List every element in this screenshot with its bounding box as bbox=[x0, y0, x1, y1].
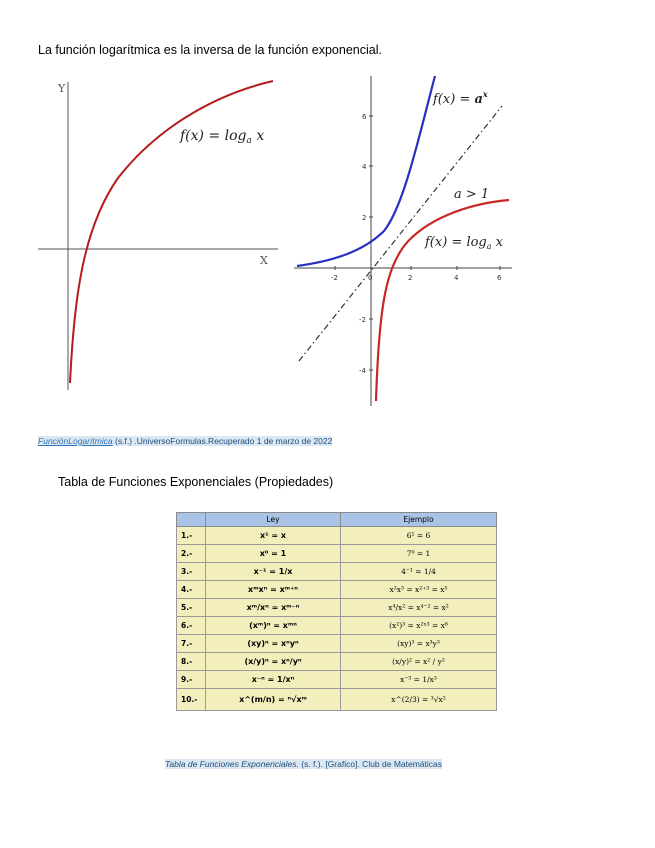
log-curve-label: $f(x) = \log_a x$ bbox=[425, 235, 503, 251]
citation-link[interactable]: FunciónLogarítmica bbox=[38, 436, 113, 446]
citation-text: (s. f.). [Grafico]. Club de Matemáticas bbox=[298, 759, 443, 769]
row-number: 4.- bbox=[177, 581, 206, 599]
x-tick-label: 4 bbox=[454, 274, 459, 282]
x-tick-label: 6 bbox=[497, 274, 502, 282]
y-tick-label: 6 bbox=[362, 113, 367, 121]
exp-curve bbox=[297, 76, 435, 266]
exp-curve-label: $f(x) = a^x$ bbox=[433, 89, 488, 107]
citation-title: Tabla de Funciones Exponenciales. bbox=[165, 759, 299, 769]
row-example: 4⁻¹ = 1/4 bbox=[341, 563, 497, 581]
row-law: (xᵐ)ⁿ = xᵐⁿ bbox=[206, 617, 341, 635]
row-example: x²x³ = x²⁺³ = x⁵ bbox=[341, 581, 497, 599]
heading-exp-table: Tabla de Funciones Exponenciales (Propiedades) bbox=[58, 475, 334, 489]
table-row bbox=[177, 671, 497, 689]
row-law: x^(m/n) = ⁿ√xᵐ bbox=[206, 689, 341, 711]
x-tick-label: -2 bbox=[331, 274, 338, 282]
table-row bbox=[177, 563, 497, 581]
citation-table-source bbox=[165, 759, 442, 769]
table-header-row bbox=[177, 513, 497, 527]
y-tick-label: 4 bbox=[362, 163, 367, 171]
y-tick-label: -2 bbox=[359, 316, 366, 324]
exp-log-graph-figure bbox=[294, 76, 514, 406]
row-example: 6¹ = 6 bbox=[341, 527, 497, 545]
exponent-properties-table bbox=[176, 512, 497, 711]
row-number: 3.- bbox=[177, 563, 206, 581]
row-law: x⁰ = 1 bbox=[206, 545, 341, 563]
log-curve bbox=[376, 200, 509, 401]
y-tick-label: -4 bbox=[359, 367, 366, 375]
heading-log-inverse: La función logarítmica es la inversa de la función exponencial. bbox=[38, 43, 382, 57]
row-number: 7.- bbox=[177, 635, 206, 653]
x-axis-label: X bbox=[260, 254, 268, 267]
row-law: (x/y)ⁿ = xⁿ/yⁿ bbox=[206, 653, 341, 671]
row-example: x⁴/x² = x⁴⁻² = x² bbox=[341, 599, 497, 617]
row-law: (xy)ⁿ = xⁿyⁿ bbox=[206, 635, 341, 653]
header-ley: Ley bbox=[206, 513, 341, 527]
row-number: 9.- bbox=[177, 671, 206, 689]
row-example: x^(2/3) = ³√x² bbox=[341, 689, 497, 711]
row-example: (xy)³ = x³y³ bbox=[341, 635, 497, 653]
row-example: 7⁰ = 1 bbox=[341, 545, 497, 563]
row-law: xᵐxⁿ = xᵐ⁺ⁿ bbox=[206, 581, 341, 599]
y-tick-label: 2 bbox=[362, 214, 367, 222]
y-axis-label: Y bbox=[58, 82, 66, 95]
table-row bbox=[177, 635, 497, 653]
table-row bbox=[177, 581, 497, 599]
header-ejemplo: Ejemplo bbox=[341, 513, 497, 527]
row-number: 10.- bbox=[177, 689, 206, 711]
log-curve bbox=[70, 81, 273, 383]
row-number: 8.- bbox=[177, 653, 206, 671]
header-num bbox=[177, 513, 206, 527]
table-row bbox=[177, 689, 497, 711]
row-number: 5.- bbox=[177, 599, 206, 617]
row-example: (x²)³ = x²ˣ³ = x⁶ bbox=[341, 617, 497, 635]
row-law: x⁻¹ = 1/x bbox=[206, 563, 341, 581]
table-row bbox=[177, 527, 497, 545]
row-law: x¹ = x bbox=[206, 527, 341, 545]
row-law: x⁻ⁿ = 1/xⁿ bbox=[206, 671, 341, 689]
x-tick-label: 2 bbox=[408, 274, 413, 282]
table-row bbox=[177, 545, 497, 563]
table-row bbox=[177, 617, 497, 635]
row-law: xᵐ/xⁿ = xᵐ⁻ⁿ bbox=[206, 599, 341, 617]
log-graph-figure bbox=[38, 78, 278, 390]
table-row bbox=[177, 599, 497, 617]
row-example: x⁻³ = 1/x³ bbox=[341, 671, 497, 689]
x-tick-label: 0 bbox=[368, 274, 373, 282]
row-number: 2.- bbox=[177, 545, 206, 563]
row-number: 1.- bbox=[177, 527, 206, 545]
citation-text: (s.f.) .UniversoFormulas.Recuperado 1 de marzo de 2022 bbox=[112, 436, 333, 446]
table-row bbox=[177, 653, 497, 671]
row-example: (x/y)² = x² / y² bbox=[341, 653, 497, 671]
citation-log-source bbox=[38, 436, 332, 446]
identity-line bbox=[299, 106, 502, 361]
row-number: 6.- bbox=[177, 617, 206, 635]
log-curve-label: $f(x) = \log_a x$ bbox=[180, 128, 265, 146]
condition-label: a > 1 bbox=[454, 187, 490, 202]
